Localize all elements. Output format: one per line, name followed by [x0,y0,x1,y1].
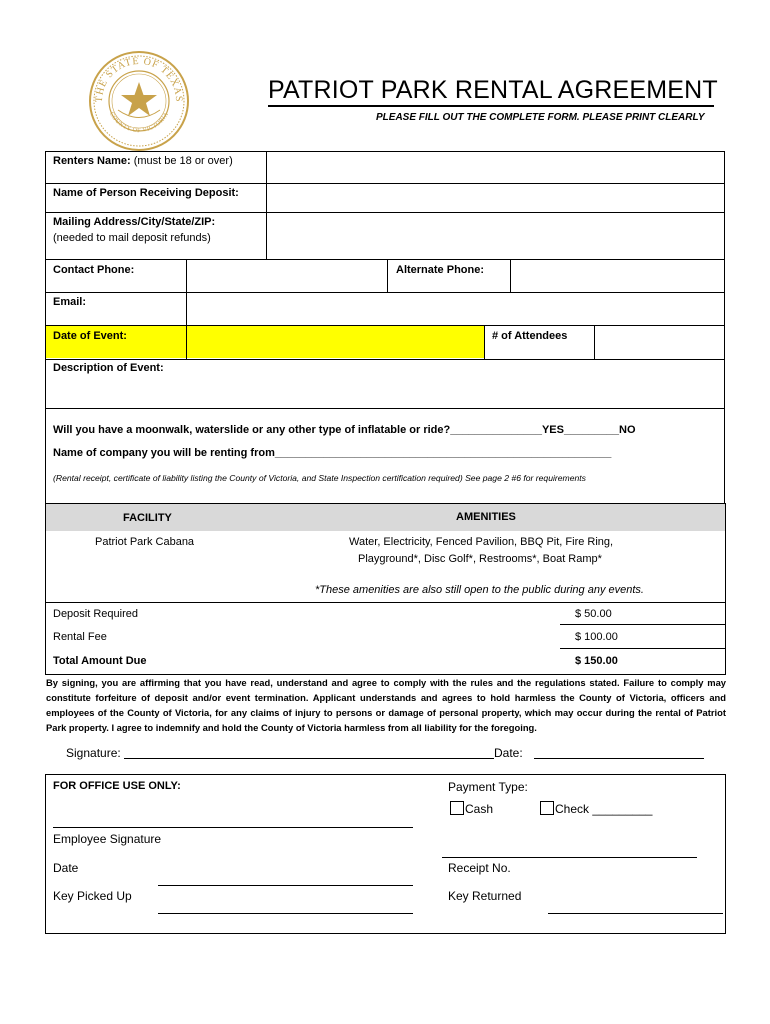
alternate-phone-field[interactable] [511,260,724,291]
key-returned-label: Key Returned [448,889,522,903]
county-seal-logo [88,50,190,152]
renters-name-field[interactable] [267,152,724,182]
fee-divider [560,624,725,625]
seal-text-bottom: COUNTY OF VICTORIA [107,111,171,135]
receipt-number-field[interactable] [442,840,697,858]
agreement-paragraph: By signing, you are affirming that you have read, understand and agree to comply with the rules and the regulations stated. Failure to comply may constitute forfeiture of deposit and/or event termination. Applicant understands and agrees to hold harmless the County of Victoria, officers and employees of the County of Victoria, for any claims of injury to persons or damage of personal property, which may occur during the rental of Patriot Park property. I agree to indemnify and hold the County of Victoria harmless from all liability for the foregoing. [46,677,726,733]
deposit-person-field[interactable] [267,184,724,211]
seal-text-top: THE STATE OF TEXAS [93,55,185,103]
table-border [725,602,726,675]
row-divider [45,602,725,603]
svg-text:COUNTY OF VICTORIA [108,111,170,134]
facility-column-header: FACILITY [123,512,172,524]
deposit-value: $ 50.00 [575,608,612,620]
phone-column-divider [387,259,388,292]
date-label: Date: [494,746,523,760]
date-of-event-label: Date of Event: [53,330,127,342]
check-label: Check _________ [555,802,653,816]
attendees-field[interactable] [595,326,724,358]
facility-name: Patriot Park Cabana [95,536,195,548]
amenities-line-2: Playground*, Disc Golf*, Restrooms*, Boat Ramp* [358,553,602,565]
table-border [45,602,46,675]
contact-phone-field[interactable] [187,260,387,291]
employee-signature-label: Employee Signature [53,832,162,846]
email-field[interactable] [187,293,724,324]
rental-fee-label: Rental Fee [53,631,107,643]
email-label: Email: [53,296,87,308]
office-date-field[interactable] [158,868,413,886]
page-subtitle: PLEASE FILL OUT THE COMPLETE FORM. PLEASE PRINT CLEARLY [376,112,705,123]
cash-checkbox[interactable] [450,801,464,815]
employee-signature-field[interactable] [53,812,413,828]
attendees-label: # of Attendees [492,330,568,342]
mailing-address-note: (needed to mail deposit refunds) [53,232,211,244]
office-use-title: FOR OFFICE USE ONLY: [53,780,181,792]
page-title: PATRIOT PARK RENTAL AGREEMENT [268,76,718,104]
renters-name-label: Renters Name: (must be 18 or over) [53,155,233,167]
total-value: $ 150.00 [575,655,618,667]
inflatable-note: (Rental receipt, certificate of liability listing the County of Victoria, and State Inspection certification required) See page 2 #6 for requirements [53,473,586,483]
receipt-number-label: Receipt No. [448,861,511,875]
amenities-line-1: Water, Electricity, Fenced Pavilion, BBQ Pit, Fire Ring, [349,536,614,548]
check-checkbox[interactable] [540,801,554,815]
total-label: Total Amount Due [53,655,147,667]
mailing-address-field[interactable] [267,213,724,258]
signature-date-field[interactable] [534,744,704,759]
fee-divider [560,648,725,649]
rental-fee-value: $ 100.00 [575,631,618,643]
payment-type-label: Payment Type: [448,780,528,794]
amenities-note: *These amenities are also still open to the public during any events. [315,584,644,596]
key-returned-field[interactable] [548,898,723,914]
office-date-label: Date [53,861,79,875]
key-picked-up-field[interactable] [158,898,413,914]
rental-company-label: Name of company you will be renting from_______________________________________________________ [53,447,612,459]
table-border [45,503,46,603]
mailing-address-label: Mailing Address/City/State/ZIP: [53,216,216,228]
contact-phone-label: Contact Phone: [53,264,135,276]
amenities-column-header: AMENITIES [456,511,516,523]
deposit-label: Deposit Required [53,608,138,620]
description-label: Description of Event: [53,362,164,374]
alternate-phone-label: Alternate Phone: [396,264,485,276]
date-of-event-field[interactable] [187,326,484,358]
attendees-divider [484,325,485,359]
key-picked-up-label: Key Picked Up [53,889,132,903]
deposit-person-label: Name of Person Receiving Deposit: [53,187,239,199]
cash-label: Cash [465,802,494,816]
signature-label: Signature: [66,746,121,760]
signature-field[interactable] [124,744,494,759]
title-underline [268,105,714,107]
row-divider [45,359,725,360]
table-border [725,503,726,603]
description-field[interactable] [46,378,724,408]
row-divider [45,503,725,504]
inflatable-question: Will you have a moonwalk, waterslide or any other type of inflatable or ride?_______________YES_________NO [53,424,636,436]
